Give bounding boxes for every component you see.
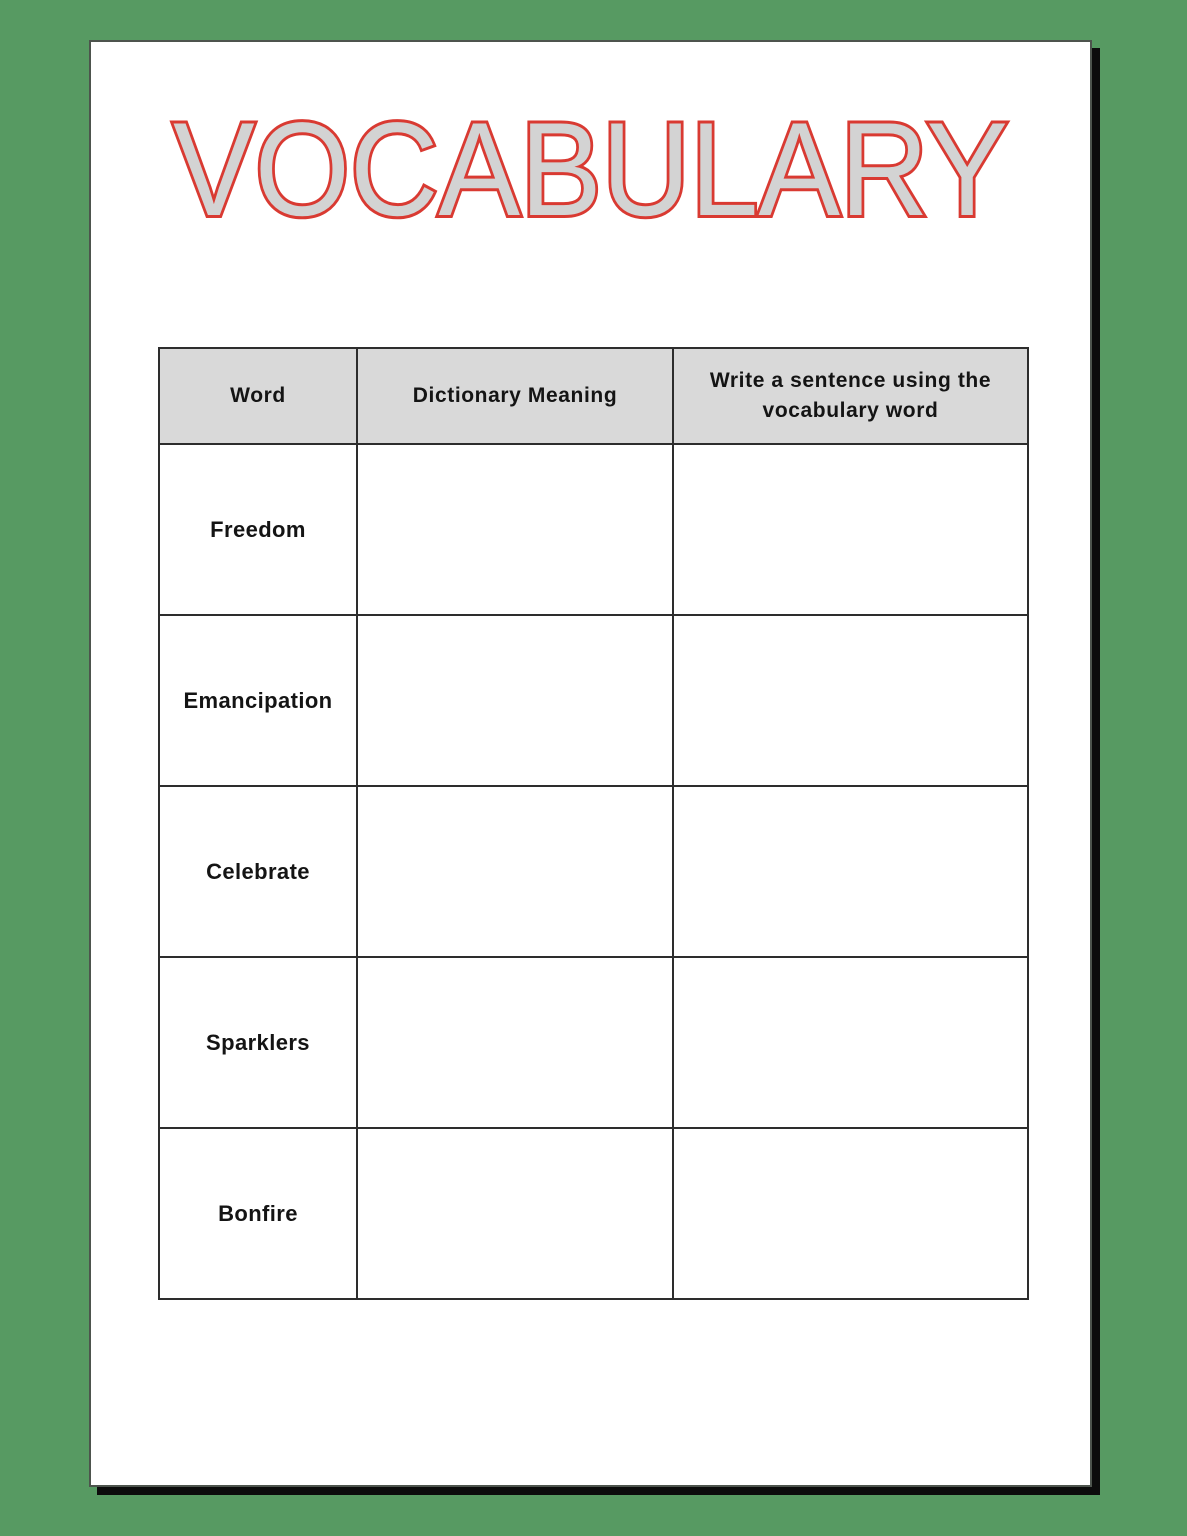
word-cell: Sparklers: [159, 957, 357, 1128]
worksheet-page: [89, 40, 1092, 1487]
dictionary-meaning-cell: [357, 786, 673, 957]
sentence-cell: [673, 444, 1028, 615]
title-text: VOCABULARY: [173, 112, 1008, 232]
sentence-cell: [673, 615, 1028, 786]
table-header-row: [159, 348, 1028, 444]
dictionary-meaning-cell: [357, 615, 673, 786]
table-row: [159, 957, 1028, 1128]
vocabulary-table: [158, 347, 1029, 1300]
worksheet-title: [91, 112, 1090, 232]
table-row: [159, 615, 1028, 786]
header-cell-dictionary-meaning: Dictionary Meaning: [357, 348, 673, 444]
table-row: [159, 786, 1028, 957]
sentence-cell: [673, 1128, 1028, 1299]
dictionary-meaning-cell: [357, 1128, 673, 1299]
word-cell: Freedom: [159, 444, 357, 615]
word-cell: Bonfire: [159, 1128, 357, 1299]
header-cell-word: Word: [159, 348, 357, 444]
header-cell-sentence: Write a sentence using the vocabulary word: [673, 348, 1028, 444]
sentence-cell: [673, 786, 1028, 957]
word-cell: Celebrate: [159, 786, 357, 957]
table-row: [159, 1128, 1028, 1299]
dictionary-meaning-cell: [357, 957, 673, 1128]
table-row: [159, 444, 1028, 615]
sentence-cell: [673, 957, 1028, 1128]
word-cell: Emancipation: [159, 615, 357, 786]
dictionary-meaning-cell: [357, 444, 673, 615]
